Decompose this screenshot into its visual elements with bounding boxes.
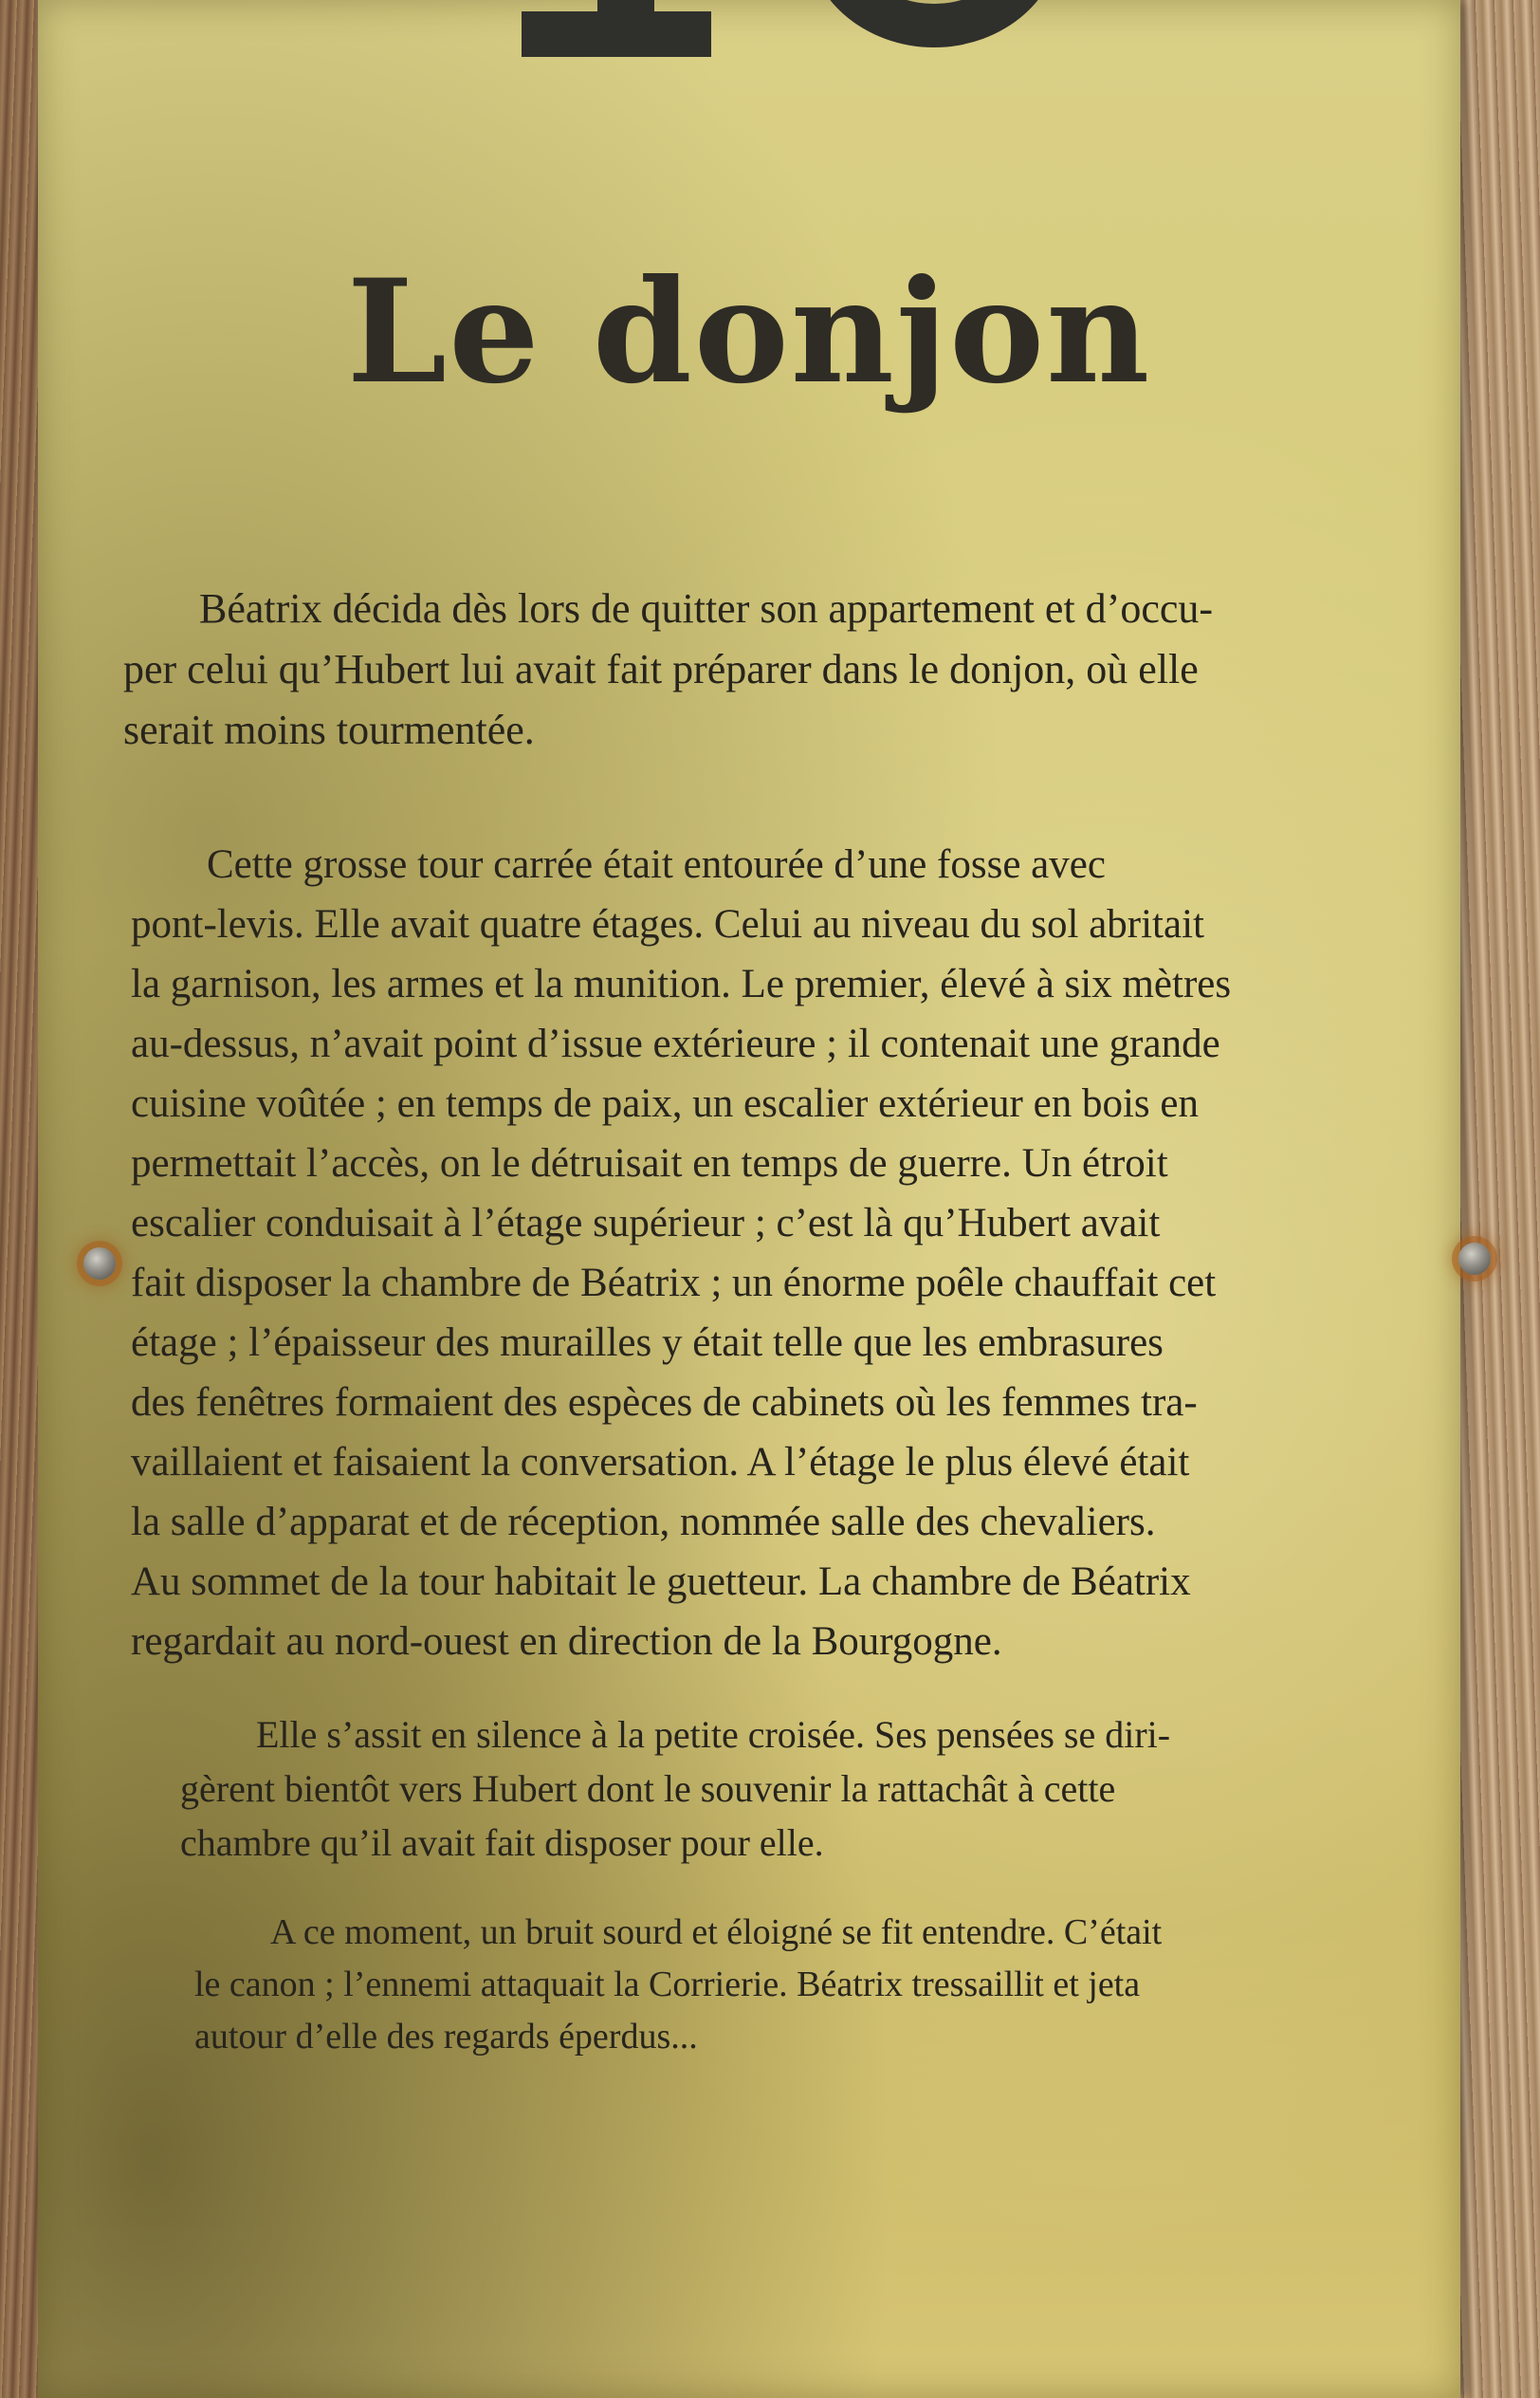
text-line: pont-levis. Elle avait quatre étages. Celui au niveau du sol abritait: [131, 902, 1204, 947]
text-line: vaillaient et faisaient la conversation. A l’étage le plus élevé était: [131, 1440, 1190, 1485]
number-digit-shape: [522, 0, 711, 57]
paragraph-3: [180, 1707, 1375, 1870]
text-line: le canon ; l’ennemi attaquait la Corrierie. Béatrix tressaillit et jeta: [194, 1965, 1141, 2004]
text-line: Au sommet de la tour habitait le guetteur. La chambre de Béatrix: [131, 1559, 1191, 1604]
panel-number-graphic: [493, 0, 1100, 57]
text-line: permettait l’accès, on le détruisait en temps de guerre. Un étroit: [131, 1141, 1168, 1186]
text-line: la garnison, les armes et la munition. Le premier, élevé à six mètres: [131, 962, 1232, 1006]
panel-title: Le donjon: [346, 249, 1152, 415]
paragraph-2: [131, 835, 1421, 1671]
text-line: étage ; l’épaisseur des murailles y était telle que les embrasures: [131, 1320, 1164, 1365]
text-line: A ce moment, un bruit sourd et éloigné se fit entendre. C’était: [270, 1912, 1163, 1952]
mounting-screw-icon: [83, 1247, 116, 1280]
text-line: cuisine voûtée ; en temps de paix, un escalier extérieur en bois en: [131, 1081, 1199, 1126]
text-line: la salle d’apparat et de réception, nommée salle des chevaliers.: [131, 1500, 1156, 1544]
paragraph-1: [123, 579, 1432, 761]
text-line: regardait au nord-ouest en direction de la Bourgogne.: [131, 1619, 1002, 1664]
text-line: Elle s’assit en silence à la petite croisée. Ses pensées se diri-: [256, 1713, 1171, 1756]
text-line: serait moins tourmentée.: [123, 707, 535, 753]
text-line: au-dessus, n’avait point d’issue extérieure ; il contenait une grande: [131, 1022, 1220, 1066]
paragraph-4: [194, 1907, 1351, 2063]
information-panel: [38, 0, 1460, 2398]
number-digit-shape: [806, 0, 1062, 47]
text-line: Cette grosse tour carrée était entourée d’une fosse avec: [207, 842, 1106, 887]
text-line: Béatrix décida dès lors de quitter son appartement et d’occu-: [199, 585, 1214, 632]
text-line: fait disposer la chambre de Béatrix ; un énorme poêle chauffait cet: [131, 1261, 1217, 1305]
text-line: escalier conduisait à l’étage supérieur ; c’est là qu’Hubert avait: [131, 1201, 1161, 1245]
text-line: gèrent bientôt vers Hubert dont le souvenir la rattachât à cette: [180, 1767, 1116, 1810]
text-line: chambre qu’il avait fait disposer pour elle.: [180, 1821, 824, 1864]
text-line: autour d’elle des regards éperdus...: [194, 2017, 698, 2057]
text-line: des fenêtres formaient des espèces de cabinets où les femmes tra-: [131, 1380, 1198, 1425]
mounting-screw-icon: [1458, 1243, 1491, 1275]
text-line: per celui qu’Hubert lui avait fait préparer dans le donjon, où elle: [123, 646, 1199, 692]
